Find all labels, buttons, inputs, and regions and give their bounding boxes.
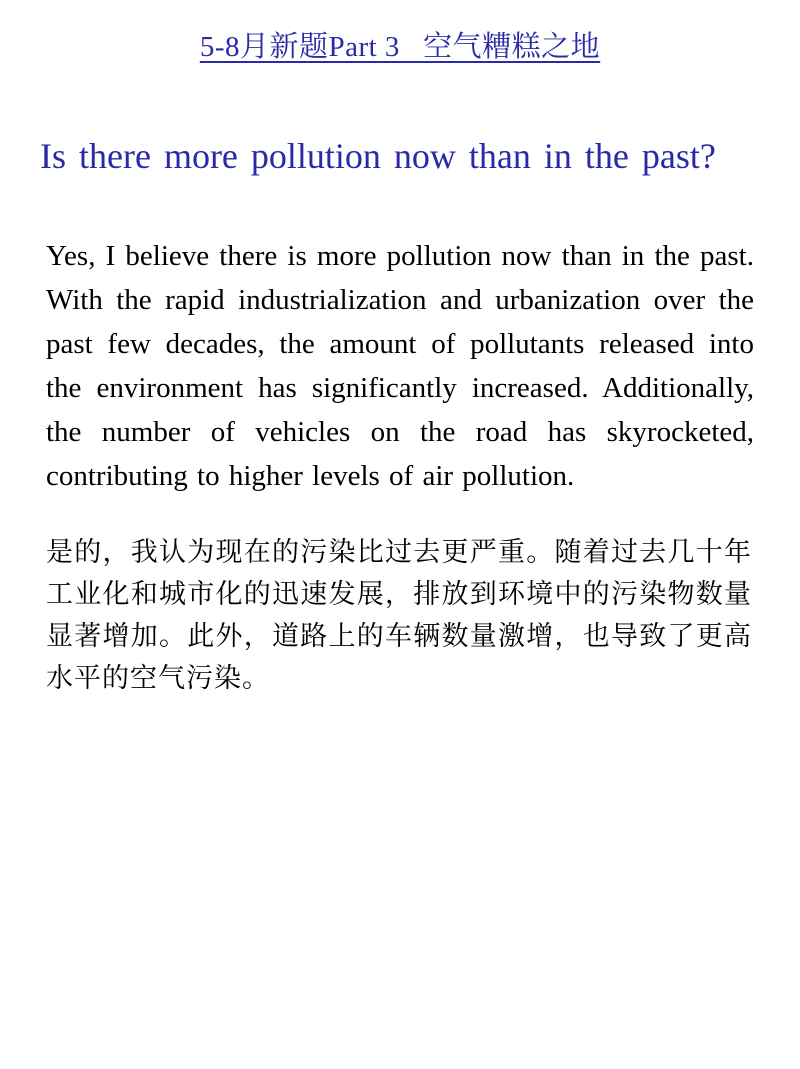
page-title: 5-8月新题Part 3 空气糟糕之地	[199, 31, 601, 63]
answer-english: Yes, I believe there is more pollution now than in the past. With the rapid industrialization and urbanization over the past few decades, the amount of pollutants released into the environment has significantly increased. Additionally, the number of vehicles on the road has skyrocketed, contributing to higher levels of air pollution.	[46, 239, 754, 493]
answer-chinese: 是的，我认为现在的污染比过去更严重。随着过去几十年工业化和城市化的迅速发展，排放到环境中的污染物数量显著增加。此外，道路上的车辆数量激增，也导致了更高水平的空气污染。	[46, 537, 752, 694]
question-text: Is there more pollution now than in the past?	[40, 135, 716, 176]
